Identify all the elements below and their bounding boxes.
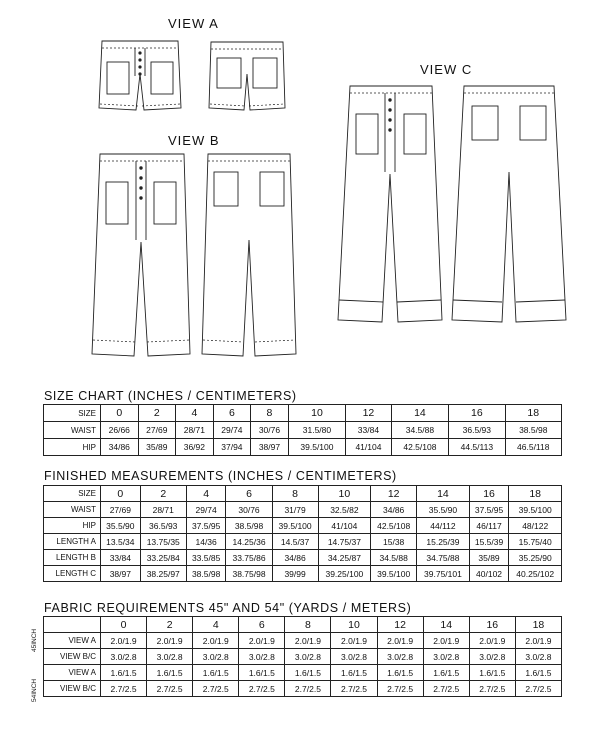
size-header-cell: 4 xyxy=(176,405,214,422)
table-cell: 1.6/1.5 xyxy=(101,665,147,681)
table-cell: 2.7/2.5 xyxy=(239,681,285,697)
table-cell: 34/86 xyxy=(371,502,417,518)
size-chart-title: SIZE CHART (INCHES / CENTIMETERS) xyxy=(44,389,297,403)
table-cell: 2.7/2.5 xyxy=(147,681,193,697)
size-header-cell: 18 xyxy=(515,617,561,633)
table-cell: 34.75/88 xyxy=(417,550,469,566)
table-cell: 36.5/93 xyxy=(449,422,505,439)
size-header-cell: 10 xyxy=(331,617,377,633)
table-header-row xyxy=(44,617,562,633)
table-cell: 14.25/36 xyxy=(226,534,272,550)
table-cell: 34.25/87 xyxy=(318,550,370,566)
table-cell: 13.5/34 xyxy=(101,534,141,550)
table-cell: 26/66 xyxy=(101,422,139,439)
table-cell: 2.7/2.5 xyxy=(285,681,331,697)
finished-measurements-title: FINISHED MEASUREMENTS (INCHES / CENTIMETERS) xyxy=(44,469,397,483)
table-cell: 3.0/2.8 xyxy=(239,649,285,665)
table-row xyxy=(44,439,562,456)
finished-measurements-table xyxy=(43,485,562,582)
size-header-cell: 0 xyxy=(101,617,147,633)
table-cell: 38.5/98 xyxy=(226,518,272,534)
table-cell: 39.25/100 xyxy=(318,566,370,582)
table-cell: 44/112 xyxy=(417,518,469,534)
size-header-cell: 2 xyxy=(140,486,186,502)
table-cell: 1.6/1.5 xyxy=(331,665,377,681)
table-cell: 1.6/1.5 xyxy=(423,665,469,681)
table-cell: 37.5/95 xyxy=(469,502,509,518)
table-cell: 1.6/1.5 xyxy=(515,665,561,681)
table-cell: 31/79 xyxy=(272,502,318,518)
view-b-label: VIEW B xyxy=(168,133,220,148)
row-label: LENGTH B xyxy=(44,550,101,566)
size-header-label: SIZE xyxy=(44,405,101,422)
fabric-requirements-title: FABRIC REQUIREMENTS 45" AND 54" (YARDS / METERS) xyxy=(44,601,412,615)
row-label: LENGTH C xyxy=(44,566,101,582)
table-cell: 44.5/113 xyxy=(449,439,505,456)
table-cell: 42.5/108 xyxy=(391,439,448,456)
row-label: VIEW A xyxy=(44,665,101,681)
table-cell: 39/99 xyxy=(272,566,318,582)
table-cell: 37/94 xyxy=(213,439,251,456)
size-header-cell: 16 xyxy=(469,486,509,502)
table-cell: 1.6/1.5 xyxy=(377,665,423,681)
table-row xyxy=(44,422,562,439)
table-cell: 40.25/102 xyxy=(509,566,562,582)
size-header-label: SIZE xyxy=(44,486,101,502)
table-cell: 3.0/2.8 xyxy=(423,649,469,665)
table-cell: 39.5/100 xyxy=(272,518,318,534)
table-cell: 2.0/1.9 xyxy=(331,633,377,649)
view-b-front-illustration xyxy=(90,152,192,360)
table-cell: 2.7/2.5 xyxy=(377,681,423,697)
table-cell: 3.0/2.8 xyxy=(147,649,193,665)
table-row xyxy=(44,665,562,681)
table-cell: 35.25/90 xyxy=(509,550,562,566)
table-cell: 14/36 xyxy=(186,534,226,550)
table-cell: 29/74 xyxy=(186,502,226,518)
size-header-cell: 16 xyxy=(469,617,515,633)
size-header-cell: 4 xyxy=(193,617,239,633)
size-header-cell: 12 xyxy=(371,486,417,502)
row-label: VIEW B/C xyxy=(44,681,101,697)
size-header-cell: 2 xyxy=(147,617,193,633)
table-row xyxy=(44,566,562,582)
table-cell: 35/89 xyxy=(469,550,509,566)
table-cell: 39.5/100 xyxy=(371,566,417,582)
row-label: VIEW B/C xyxy=(44,649,101,665)
size-header-cell: 8 xyxy=(251,405,289,422)
table-cell: 1.6/1.5 xyxy=(469,665,515,681)
table-cell: 2.7/2.5 xyxy=(101,681,147,697)
table-cell: 39.75/101 xyxy=(417,566,469,582)
table-cell: 37.5/95 xyxy=(186,518,226,534)
table-cell: 33/84 xyxy=(346,422,392,439)
table-cell: 40/102 xyxy=(469,566,509,582)
table-cell: 2.7/2.5 xyxy=(331,681,377,697)
table-cell: 3.0/2.8 xyxy=(469,649,515,665)
view-c-label: VIEW C xyxy=(420,62,473,77)
table-cell: 3.0/2.8 xyxy=(193,649,239,665)
table-cell: 33.75/86 xyxy=(226,550,272,566)
table-cell: 36/92 xyxy=(176,439,214,456)
table-cell: 39.5/100 xyxy=(288,439,345,456)
size-header-label xyxy=(44,617,101,633)
table-cell: 2.0/1.9 xyxy=(193,633,239,649)
size-header-cell: 2 xyxy=(138,405,176,422)
view-c-back-illustration xyxy=(450,84,568,326)
table-cell: 15.25/39 xyxy=(417,534,469,550)
table-cell: 34/86 xyxy=(272,550,318,566)
row-label: LENGTH A xyxy=(44,534,101,550)
table-cell: 33/84 xyxy=(101,550,141,566)
row-label: WAIST xyxy=(44,502,101,518)
table-row xyxy=(44,502,562,518)
row-label: HIP xyxy=(44,439,101,456)
table-cell: 14.5/37 xyxy=(272,534,318,550)
size-header-cell: 8 xyxy=(272,486,318,502)
table-row xyxy=(44,550,562,566)
table-row xyxy=(44,649,562,665)
table-cell: 41/104 xyxy=(346,439,392,456)
table-cell: 46/117 xyxy=(469,518,509,534)
table-cell: 3.0/2.8 xyxy=(101,649,147,665)
table-cell: 2.0/1.9 xyxy=(101,633,147,649)
table-row xyxy=(44,633,562,649)
view-a-back-illustration xyxy=(208,40,286,114)
table-cell: 2.7/2.5 xyxy=(423,681,469,697)
table-cell: 31.5/80 xyxy=(288,422,345,439)
table-cell: 15/38 xyxy=(371,534,417,550)
table-cell: 2.0/1.9 xyxy=(239,633,285,649)
table-cell: 2.7/2.5 xyxy=(515,681,561,697)
size-header-cell: 16 xyxy=(449,405,505,422)
table-cell: 27/69 xyxy=(138,422,176,439)
table-cell: 1.6/1.5 xyxy=(147,665,193,681)
view-c-front-illustration xyxy=(336,84,444,326)
size-header-cell: 18 xyxy=(509,486,562,502)
table-cell: 39.5/100 xyxy=(509,502,562,518)
view-a-label: VIEW A xyxy=(168,16,219,31)
table-cell: 42.5/108 xyxy=(371,518,417,534)
table-cell: 13.75/35 xyxy=(140,534,186,550)
size-header-cell: 14 xyxy=(391,405,448,422)
table-cell: 1.6/1.5 xyxy=(285,665,331,681)
size-header-cell: 10 xyxy=(318,486,370,502)
row-label: WAIST xyxy=(44,422,101,439)
size-header-cell: 18 xyxy=(505,405,561,422)
table-cell: 35.5/90 xyxy=(101,518,141,534)
table-cell: 48/122 xyxy=(509,518,562,534)
table-cell: 38/97 xyxy=(251,439,289,456)
size-header-cell: 6 xyxy=(213,405,251,422)
size-header-cell: 4 xyxy=(186,486,226,502)
view-b-back-illustration xyxy=(200,152,298,360)
table-cell: 28/71 xyxy=(140,502,186,518)
table-cell: 1.6/1.5 xyxy=(239,665,285,681)
table-row xyxy=(44,534,562,550)
table-cell: 38.5/98 xyxy=(186,566,226,582)
fabric-45-label: 45INCH xyxy=(31,628,38,652)
size-header-cell: 12 xyxy=(377,617,423,633)
table-cell: 33.5/85 xyxy=(186,550,226,566)
size-header-cell: 6 xyxy=(226,486,272,502)
table-cell: 2.7/2.5 xyxy=(193,681,239,697)
table-cell: 32.5/82 xyxy=(318,502,370,518)
table-cell: 38/97 xyxy=(101,566,141,582)
table-cell: 2.0/1.9 xyxy=(285,633,331,649)
table-row xyxy=(44,681,562,697)
table-cell: 15.75/40 xyxy=(509,534,562,550)
size-header-cell: 14 xyxy=(417,486,469,502)
table-header-row xyxy=(44,486,562,502)
table-cell: 15.5/39 xyxy=(469,534,509,550)
table-cell: 33.25/84 xyxy=(140,550,186,566)
table-cell: 35/89 xyxy=(138,439,176,456)
table-cell: 27/69 xyxy=(101,502,141,518)
size-header-cell: 12 xyxy=(346,405,392,422)
table-cell: 2.0/1.9 xyxy=(423,633,469,649)
table-cell: 41/104 xyxy=(318,518,370,534)
size-chart-table xyxy=(43,404,562,456)
table-cell: 38.25/97 xyxy=(140,566,186,582)
table-cell: 2.0/1.9 xyxy=(469,633,515,649)
table-cell: 3.0/2.8 xyxy=(285,649,331,665)
table-cell: 3.0/2.8 xyxy=(377,649,423,665)
size-header-cell: 0 xyxy=(101,486,141,502)
table-cell: 34.5/88 xyxy=(371,550,417,566)
table-cell: 2.0/1.9 xyxy=(515,633,561,649)
row-label: HIP xyxy=(44,518,101,534)
table-cell: 30/76 xyxy=(251,422,289,439)
fabric-54-label: 54INCH xyxy=(31,678,38,702)
row-label: VIEW A xyxy=(44,633,101,649)
table-cell: 3.0/2.8 xyxy=(331,649,377,665)
fabric-requirements-table xyxy=(43,616,562,697)
size-header-cell: 14 xyxy=(423,617,469,633)
table-cell: 3.0/2.8 xyxy=(515,649,561,665)
size-header-cell: 0 xyxy=(101,405,139,422)
size-header-cell: 6 xyxy=(239,617,285,633)
table-cell: 1.6/1.5 xyxy=(193,665,239,681)
table-cell: 28/71 xyxy=(176,422,214,439)
table-cell: 36.5/93 xyxy=(140,518,186,534)
table-cell: 2.7/2.5 xyxy=(469,681,515,697)
table-row xyxy=(44,518,562,534)
table-cell: 35.5/90 xyxy=(417,502,469,518)
table-cell: 34.5/88 xyxy=(391,422,448,439)
table-cell: 34/86 xyxy=(101,439,139,456)
table-cell: 38.75/98 xyxy=(226,566,272,582)
size-header-cell: 8 xyxy=(285,617,331,633)
view-a-front-illustration xyxy=(98,38,182,114)
table-cell: 30/76 xyxy=(226,502,272,518)
table-cell: 46.5/118 xyxy=(505,439,561,456)
table-cell: 38.5/98 xyxy=(505,422,561,439)
table-cell: 2.0/1.9 xyxy=(377,633,423,649)
table-cell: 2.0/1.9 xyxy=(147,633,193,649)
table-header-row xyxy=(44,405,562,422)
table-cell: 14.75/37 xyxy=(318,534,370,550)
size-header-cell: 10 xyxy=(288,405,345,422)
table-cell: 29/74 xyxy=(213,422,251,439)
